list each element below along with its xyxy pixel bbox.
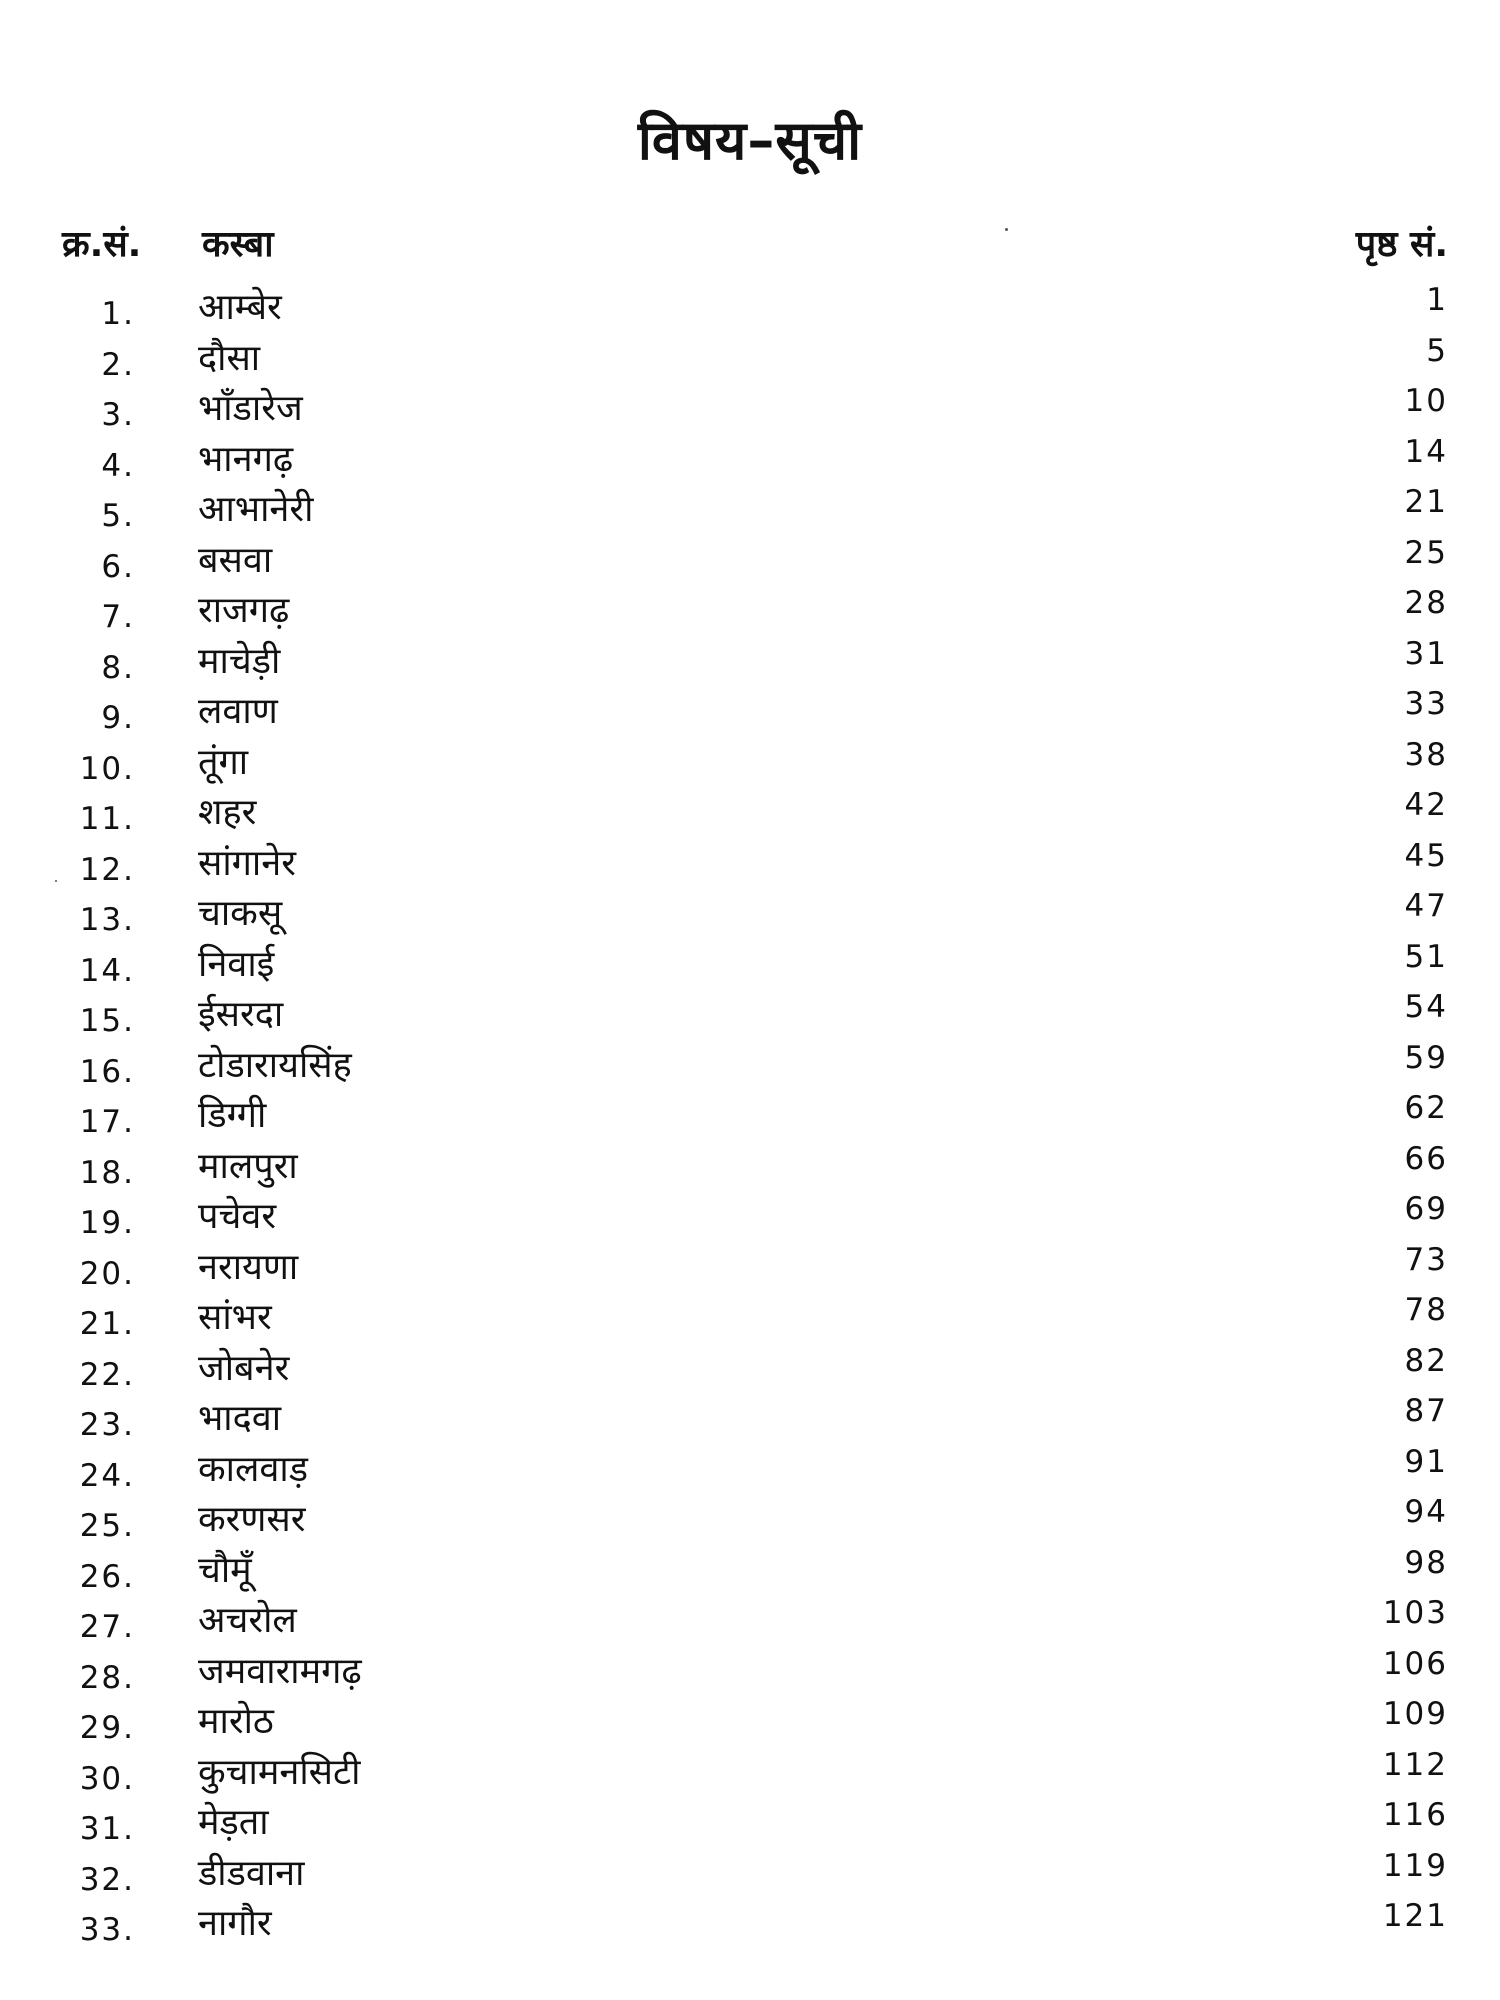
town-name: चौमूँ xyxy=(198,1549,252,1591)
page-number: 1 xyxy=(1426,282,1448,318)
toc-entry xyxy=(0,1444,1500,1495)
toc-entry xyxy=(0,282,1500,333)
serial-number: 24. xyxy=(79,1457,135,1494)
town-name: करणसर xyxy=(198,1499,306,1540)
serial-number: 10. xyxy=(79,750,135,787)
page-number: 42 xyxy=(1404,787,1448,823)
town-name: लवाण xyxy=(198,691,278,732)
toc-list xyxy=(0,282,1500,1949)
toc-entry xyxy=(0,484,1500,535)
toc-entry xyxy=(0,838,1500,889)
page-number: 54 xyxy=(1404,989,1448,1025)
town-name: पचेवर xyxy=(198,1196,277,1237)
town-name: चाकसू xyxy=(198,893,283,934)
town-name: मालपुरा xyxy=(198,1145,298,1187)
serial-number: 2. xyxy=(101,346,135,383)
serial-number: 15. xyxy=(79,1003,135,1039)
serial-number: 31. xyxy=(79,1811,135,1847)
toc-entry xyxy=(0,1040,1500,1091)
serial-number: 1. xyxy=(101,296,135,332)
page-number: 103 xyxy=(1382,1595,1448,1631)
serial-number: 7. xyxy=(101,599,135,635)
serial-number: 25. xyxy=(79,1508,135,1544)
toc-entry xyxy=(0,1545,1500,1596)
town-name: डिग्गी xyxy=(198,1095,267,1136)
page-number: 5 xyxy=(1426,332,1448,369)
toc-entry xyxy=(0,686,1500,737)
toc-entry xyxy=(0,585,1500,636)
town-name: बसवा xyxy=(198,539,273,581)
page-number: 82 xyxy=(1404,1342,1448,1379)
serial-number: 21. xyxy=(79,1306,135,1342)
serial-number: 3. xyxy=(101,397,135,433)
toc-entry xyxy=(0,636,1500,687)
town-name: अचरोल xyxy=(198,1600,297,1641)
page-number: 47 xyxy=(1404,888,1448,924)
page-number: 21 xyxy=(1404,484,1448,520)
town-name: नागौर xyxy=(198,1903,272,1944)
town-name: भाँडारेज xyxy=(198,388,303,429)
serial-number: 12. xyxy=(79,851,135,888)
town-name: राजगढ़ xyxy=(198,590,290,631)
serial-number: 23. xyxy=(79,1407,135,1443)
town-name: शहर xyxy=(198,792,257,833)
toc-entry xyxy=(0,1494,1500,1545)
serial-number: 28. xyxy=(79,1659,135,1696)
page-number: 59 xyxy=(1404,1039,1448,1076)
serial-number: 17. xyxy=(79,1104,135,1140)
toc-entry xyxy=(0,1646,1500,1697)
toc-entry xyxy=(0,1292,1500,1343)
town-name: कालवाड़ xyxy=(198,1448,308,1490)
serial-number: 6. xyxy=(101,548,135,585)
toc-entry xyxy=(0,383,1500,434)
town-name: भादवा xyxy=(198,1398,282,1439)
serial-number: 27. xyxy=(79,1609,135,1645)
town-name: माचेड़ी xyxy=(198,640,281,682)
serial-number: 18. xyxy=(79,1154,135,1191)
serial-number: 30. xyxy=(79,1760,135,1797)
page-number: 112 xyxy=(1382,1746,1448,1783)
toc-entry xyxy=(0,737,1500,788)
page-number: 38 xyxy=(1404,736,1448,773)
town-name: टोडारायसिंह xyxy=(198,1044,352,1086)
page-number: 106 xyxy=(1382,1645,1448,1682)
town-name: मारोठ xyxy=(198,1701,274,1742)
toc-entry xyxy=(0,1191,1500,1242)
town-name: आभानेरी xyxy=(198,489,314,530)
serial-number: 8. xyxy=(101,649,135,686)
page-number: 51 xyxy=(1404,938,1448,975)
toc-entry xyxy=(0,1747,1500,1798)
serial-number: 11. xyxy=(79,801,135,837)
toc-entry xyxy=(0,1242,1500,1293)
town-header: कस्बा xyxy=(202,224,274,265)
page-number: 45 xyxy=(1404,837,1448,874)
page-number: 119 xyxy=(1382,1847,1448,1884)
serial-number: 26. xyxy=(79,1558,135,1595)
serial-number: 13. xyxy=(79,902,135,938)
toc-entry xyxy=(0,1393,1500,1444)
serial-number: 9. xyxy=(101,700,135,736)
town-name: नरायणा xyxy=(198,1246,299,1288)
page-number: 121 xyxy=(1382,1898,1448,1934)
town-name: भानगढ़ xyxy=(198,438,294,480)
page-number: 98 xyxy=(1404,1544,1448,1581)
toc-entry xyxy=(0,1797,1500,1848)
page-number: 10 xyxy=(1404,383,1448,419)
page-number: 78 xyxy=(1404,1292,1448,1328)
serial-number: 5. xyxy=(101,498,135,534)
toc-entry xyxy=(0,939,1500,990)
page-number: 94 xyxy=(1404,1494,1448,1530)
scan-speck xyxy=(1005,228,1008,231)
page-number: 87 xyxy=(1404,1393,1448,1429)
page-number: 109 xyxy=(1382,1696,1448,1732)
toc-entry xyxy=(0,1848,1500,1899)
page-number: 66 xyxy=(1404,1140,1448,1177)
page-number: 25 xyxy=(1404,534,1448,571)
table-header xyxy=(0,215,1500,275)
page-number: 28 xyxy=(1404,585,1448,621)
page-number: 73 xyxy=(1404,1241,1448,1278)
scan-speck xyxy=(55,880,57,882)
town-name: कुचामनसिटी xyxy=(198,1751,361,1793)
serial-number-header: क्र.सं. xyxy=(62,224,142,265)
serial-number: 19. xyxy=(79,1205,135,1241)
serial-number: 20. xyxy=(79,1255,135,1292)
town-name: ईसरदा xyxy=(198,994,284,1035)
page-number: 62 xyxy=(1404,1090,1448,1126)
town-name: सांगानेर xyxy=(198,842,296,884)
serial-number: 29. xyxy=(79,1710,135,1746)
serial-number: 32. xyxy=(79,1861,135,1898)
toc-entry xyxy=(0,1141,1500,1192)
serial-number: 22. xyxy=(79,1356,135,1393)
toc-entry xyxy=(0,1595,1500,1646)
page-number: 69 xyxy=(1404,1191,1448,1227)
town-name: सांभर xyxy=(198,1297,272,1338)
town-name: मेड़ता xyxy=(198,1802,269,1843)
town-name: तूंगा xyxy=(198,741,249,783)
town-name: जोबनेर xyxy=(198,1347,290,1389)
toc-entry xyxy=(0,1898,1500,1949)
page-number: 31 xyxy=(1404,635,1448,672)
serial-number: 33. xyxy=(79,1912,135,1948)
toc-entry xyxy=(0,1090,1500,1141)
toc-entry xyxy=(0,333,1500,384)
town-name: डीडवाना xyxy=(198,1852,305,1894)
toc-entry xyxy=(0,989,1500,1040)
toc-entry xyxy=(0,1343,1500,1394)
serial-number: 16. xyxy=(79,1053,135,1090)
town-name: दौसा xyxy=(198,337,261,379)
page-number: 116 xyxy=(1382,1797,1448,1833)
toc-entry xyxy=(0,535,1500,586)
toc-entry xyxy=(0,434,1500,485)
toc-entry xyxy=(0,1696,1500,1747)
serial-number: 4. xyxy=(101,447,135,484)
town-name: निवाई xyxy=(198,943,275,985)
page-title: विषय–सूची xyxy=(637,109,863,172)
page-number: 91 xyxy=(1404,1443,1448,1480)
serial-number: 14. xyxy=(79,952,135,989)
town-name: जमवारामगढ़ xyxy=(198,1650,362,1692)
toc-entry xyxy=(0,888,1500,939)
page-number: 33 xyxy=(1404,686,1448,722)
toc-entry xyxy=(0,787,1500,838)
town-name: आम्बेर xyxy=(198,287,282,328)
page-number-header: पृष्ठ सं. xyxy=(1355,224,1448,265)
page-number: 14 xyxy=(1404,433,1448,470)
